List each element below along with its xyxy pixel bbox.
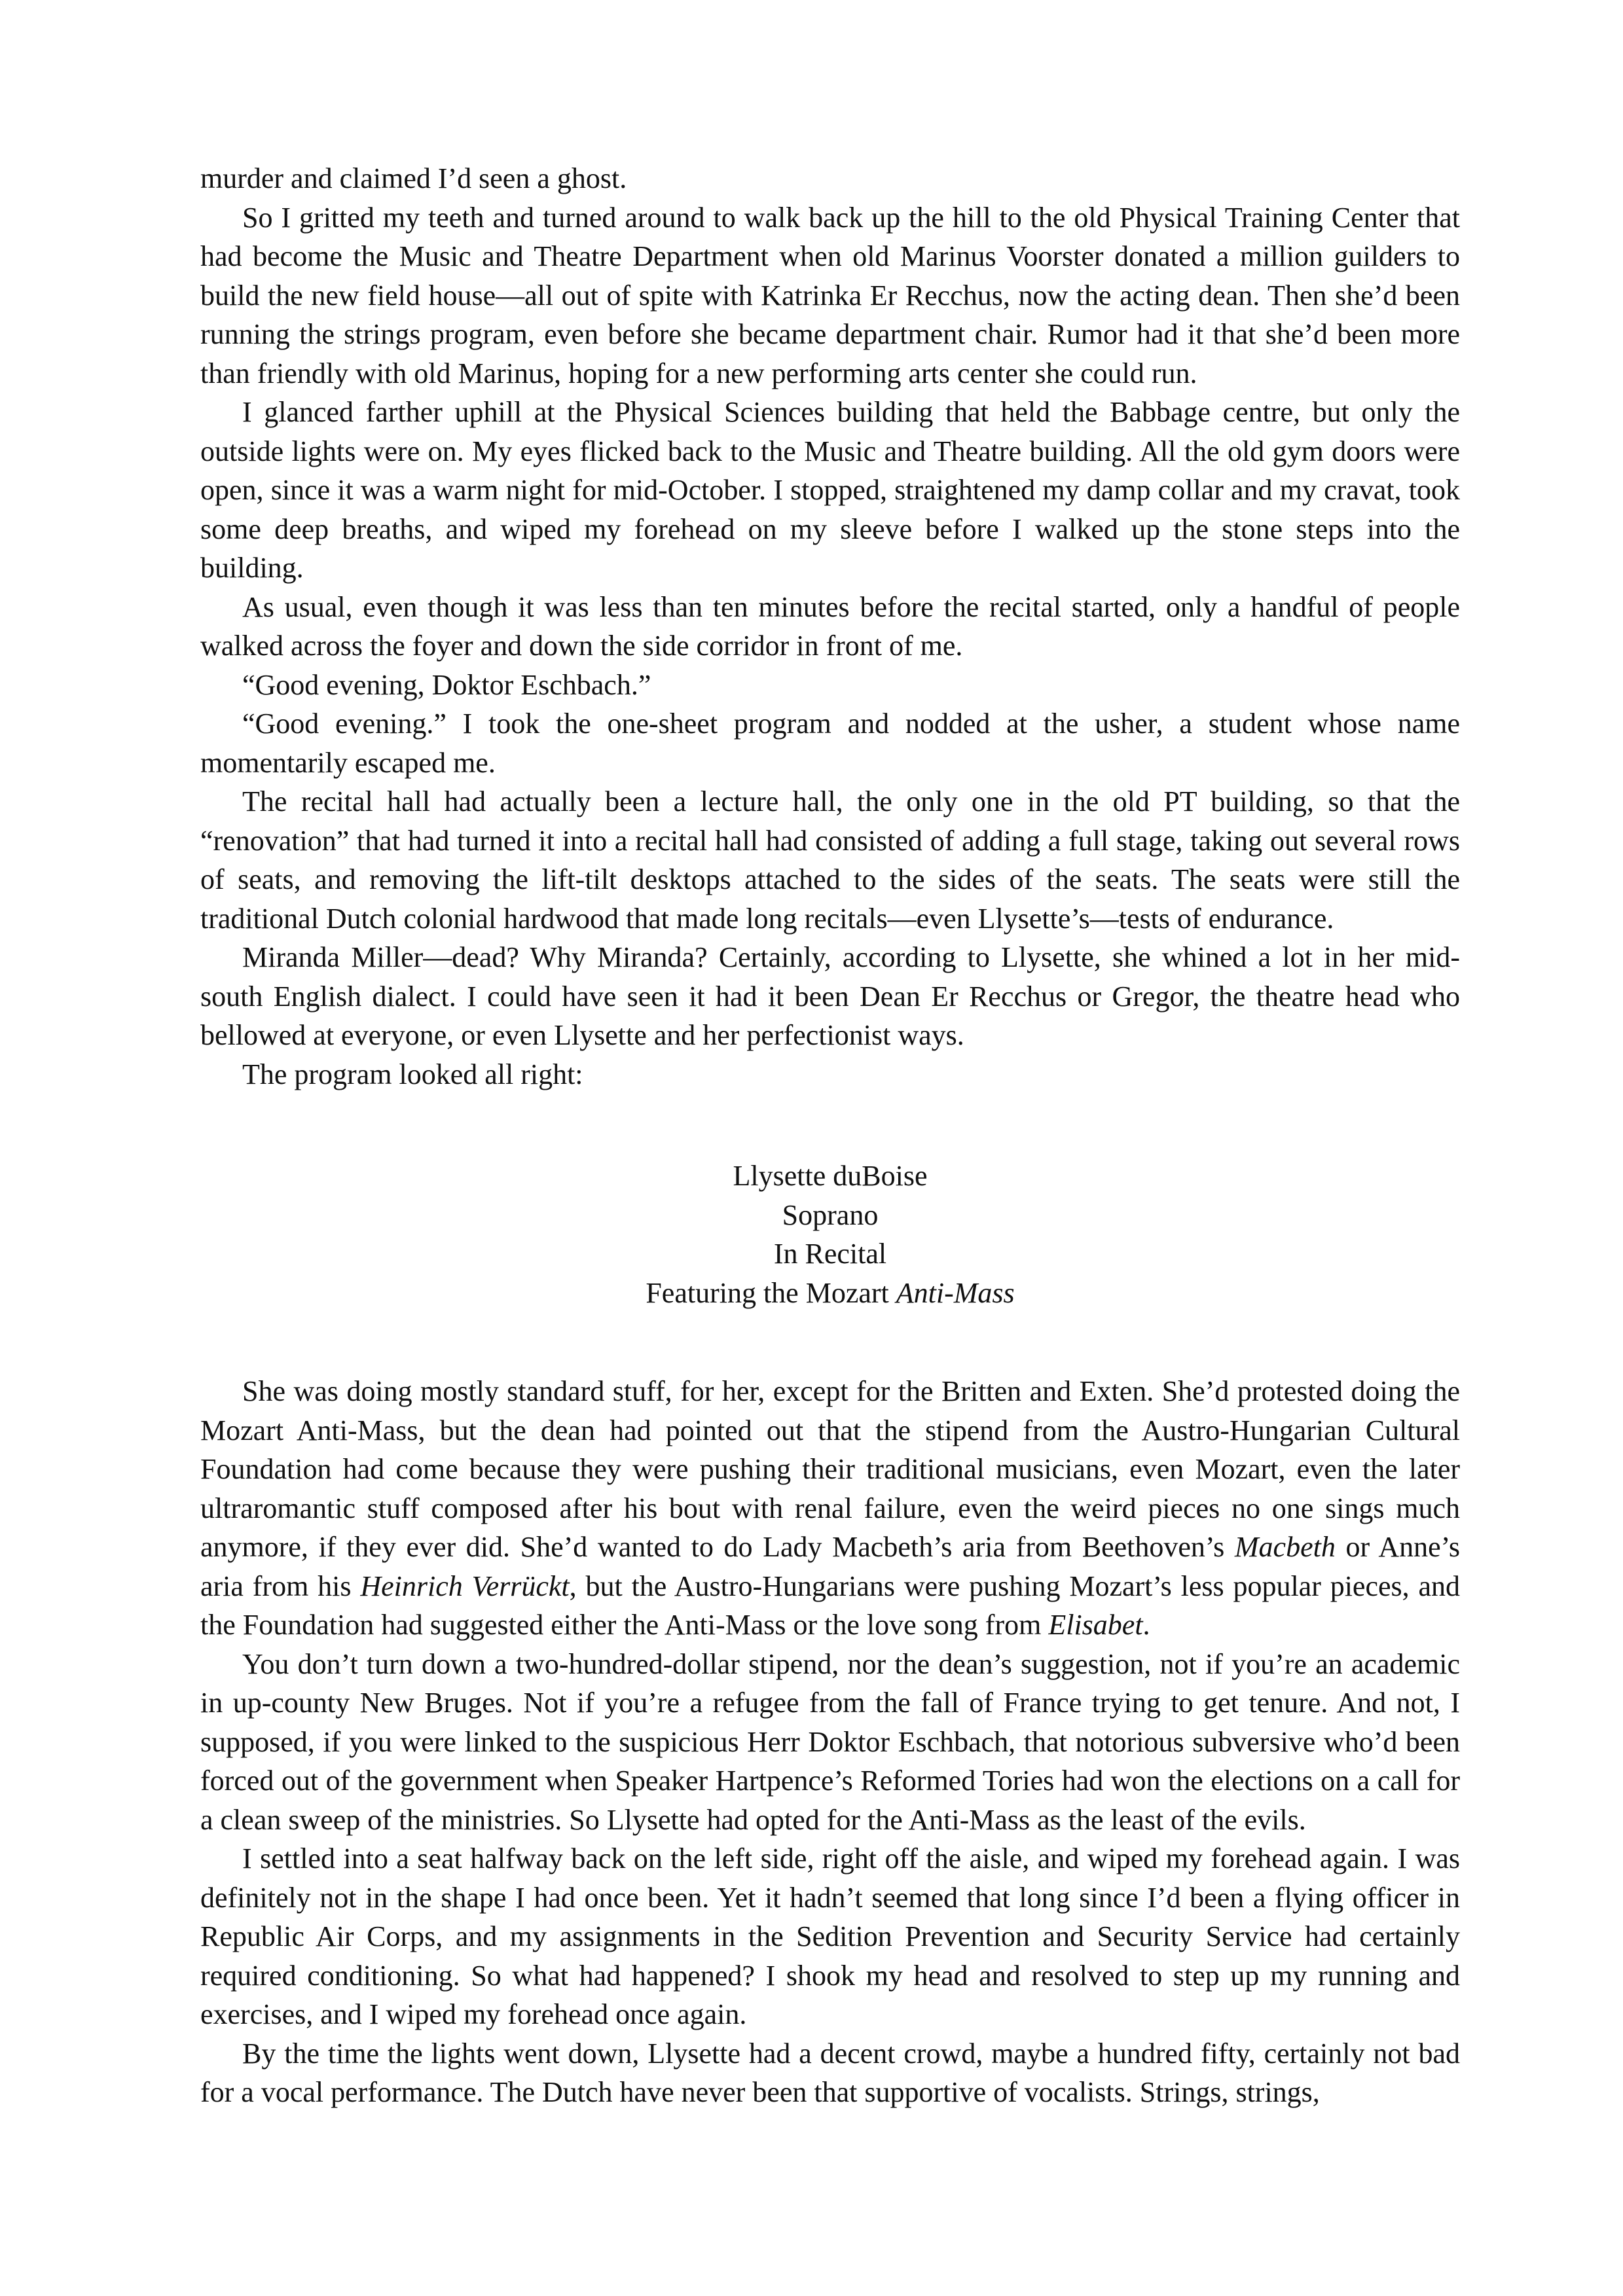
paragraph-opening: murder and claimed I’d seen a ghost. <box>200 162 627 194</box>
program-performer: Llysette duBoise <box>733 1160 928 1192</box>
paragraph-walk-up-hill: So I gritted my teeth and turned around to walk back up the hill to the old Physical Training Center that had become the Music and Theatre Department when old Marinus Voorster donated a million guilders to build the new field house—all out of spite with Katrinka Er Recchus, now the acting dean. Then she’d been running the strings program, even before she became department chair. Rumor had it that she’d been more than friendly with old Marinus, hoping for a new performing arts center she could run. <box>200 201 1460 389</box>
document-page <box>200 159 1460 2112</box>
paragraph-stipend <box>200 1372 1460 1645</box>
paragraph-miranda: Miranda Miller—dead? Why Miranda? Certainly, according to Llysette, she whined a lot in her mid-south English dialect. I could have seen it had it been Dean Er Recchus or Gregor, the theatre head who bellowed at everyone, or even Llysette and her perfectionist ways. <box>200 941 1460 1051</box>
stipend-title-macbeth: Macbeth <box>1234 1531 1336 1563</box>
program-feature-text: Featuring the Mozart <box>646 1276 896 1309</box>
paragraph-seat: I settled into a seat halfway back on the left side, right off the aisle, and wiped my forehead again. I was definitely not in the shape I had once been. Yet it hadn’t seemed that long since I’d been a flying officer in Republic Air Corps, and my assignments in the Sedition Prevention and Security Service had certainly required conditioning. So what had happened? I shook my head and resolved to step up my running and exercises, and I wiped my forehead once again. <box>200 1842 1460 2030</box>
stipend-text-1: She was doing mostly standard stuff, for her, except for the Britten and Exten. She’d protested doing the Mozart Anti-Mass, but the dean had pointed out that the stipend from the Austro-Hungarian Cultural Foundation had come because they were pushing their traditional musicians, even Mozart, even the later ultraromantic stuff composed after his bout with renal failure, even the weird pieces no one sings much anymore, if they ever did. She’d wanted to do Lady Macbeth’s aria from Beethoven’s <box>200 1375 1460 1563</box>
program-voice-type: Soprano <box>782 1198 879 1231</box>
paragraph-crowd: By the time the lights went down, Llysette had a decent crowd, maybe a hundred fifty, certainly not bad for a vocal performance. The Dutch have never been that supportive of vocalists. Strings, strings, <box>200 2037 1460 2108</box>
program-event: In Recital <box>773 1238 887 1270</box>
recital-program <box>200 1157 1460 1312</box>
program-feature <box>200 1274 1460 1313</box>
paragraph-tenure: You don’t turn down a two-hundred-dollar stipend, nor the dean’s suggestion, not if you’re an academic in up-county New Bruges. Not if you’re a refugee from the fall of France trying to get tenure. And not, I supposed, if you were linked to the suspicious Herr Doktor Eschbach, that notorious subversive who’d been forced out of the government when Speaker Hartpence’s Reformed Tories had won the elections on a call for a clean sweep of the ministries. So Llysette had opted for the Anti-Mass as the least of the evils. <box>200 1647 1460 1836</box>
paragraph-physical-sciences: I glanced farther uphill at the Physical Sciences building that held the Babbage centre, but only the outside lights were on. My eyes flicked back to the Music and Theatre building. All the old gym doors were open, since it was a warm night for mid-October. I stopped, straightened my damp collar and my cravat, took some deep breaths, and wiped my forehead on my sleeve before I walked up the stone steps into the building. <box>200 396 1460 584</box>
paragraph-usher: “Good evening.” I took the one-sheet program and nodded at the usher, a student whose name momentarily escaped me. <box>200 708 1460 779</box>
stipend-title-elisabet: Elisabet <box>1048 1609 1143 1641</box>
stipend-text-4: . <box>1142 1609 1150 1641</box>
stipend-text-3: , but the Austro-Hungarians were pushing Mozart’s less popular pieces, and the Foundation had suggested either the Anti-Mass or the love song from <box>200 1570 1460 1641</box>
paragraph-recital-hall: The recital hall had actually been a lecture hall, the only one in the old PT building, so that the “renovation” that had turned it into a recital hall had consisted of adding a full stage, taking out several rows of seats, and removing the lift-tilt desktops attached to the sides of the seats. The seats were still the traditional Dutch colonial hardwood that made long recitals—even Llysette’s—tests of endurance. <box>200 785 1460 935</box>
paragraph-foyer: As usual, even though it was less than ten minutes before the recital started, only a handful of people walked across the foyer and down the side corridor in front of me. <box>200 590 1460 662</box>
paragraph-greeting: “Good evening, Doktor Eschbach.” <box>242 668 651 701</box>
stipend-title-heinrich: Heinrich Verrückt <box>360 1570 570 1602</box>
paragraph-program-intro: The program looked all right: <box>242 1058 583 1090</box>
program-feature-title: Anti-Mass <box>896 1276 1015 1309</box>
stipend-text-2: or Anne’s aria from his <box>200 1531 1460 1602</box>
